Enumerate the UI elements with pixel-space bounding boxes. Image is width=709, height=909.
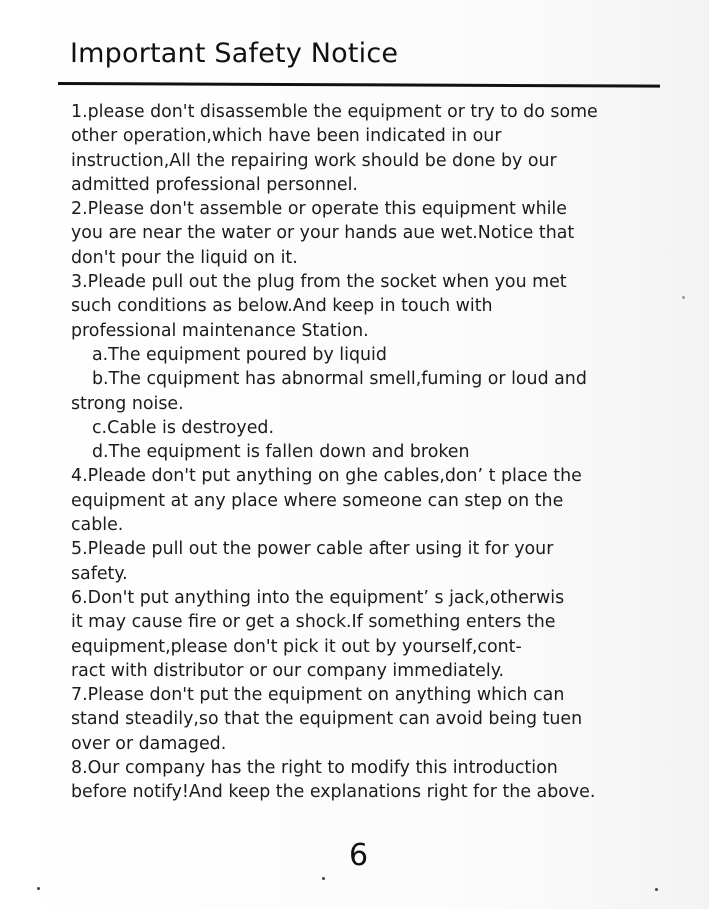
notice-line-2: other operation,which have been indicated in our (71, 126, 502, 147)
notice-subitem-b: b.The cquipment has abnormal smell,fuming or loud and (92, 369, 587, 390)
notice-line-20: safety. (71, 563, 128, 584)
notice-line-29: before notify!And keep the explanations right for the above. (71, 782, 596, 803)
notice-line-9: such conditions as below.And keep in touch with (71, 296, 493, 317)
safety-notice-body (71, 100, 661, 805)
notice-line-23: equipment,please don't pick it out by yourself,cont- (71, 636, 522, 657)
notice-line-21: 6.Don't put anything into the equipment’ s jack,otherwis (71, 587, 565, 608)
scan-speck (655, 888, 658, 891)
notice-subitem-d: d.The equipment is fallen down and broken (92, 442, 470, 463)
notice-line-10: professional maintenance Station. (71, 320, 369, 341)
page-number: 6 (349, 838, 369, 873)
notice-line-18: cable. (71, 515, 124, 536)
scan-speck (682, 296, 685, 299)
page-title: Important Safety Notice (70, 38, 399, 69)
notice-line-22: it may cause fire or get a shock.If something enters the (71, 612, 556, 633)
notice-line-28: 8.Our company has the right to modify this introduction (71, 758, 558, 779)
notice-line-26: stand steadily,so that the equipment can avoid being tuen (71, 709, 583, 730)
notice-line-27: over or damaged. (71, 733, 227, 754)
scan-speck (322, 877, 325, 880)
notice-subitem-c: c.Cable is destroyed. (92, 417, 274, 438)
notice-line-3: instruction,All the repairing work should be done by our (71, 150, 557, 171)
notice-line-13: strong noise. (71, 393, 184, 414)
notice-line-4: admitted professional personnel. (71, 174, 358, 195)
notice-subitem-a: a.The equipment poured by liquid (92, 344, 387, 365)
notice-line-5: 2.Please don't assemble or operate this equipment while (71, 199, 567, 220)
notice-line-7: don't pour the liquid on it. (71, 247, 298, 268)
scan-speck (37, 887, 40, 890)
notice-line-24: ract with distributor or our company immediately. (71, 660, 505, 681)
notice-line-8: 3.Pleade pull out the plug from the socket when you met (71, 272, 567, 293)
notice-line-17: equipment at any place where someone can step on the (71, 490, 564, 511)
notice-line-25: 7.Please don't put the equipment on anything which can (71, 685, 565, 706)
notice-line-1: 1.please don't disassemble the equipment or try to do some (71, 102, 598, 122)
notice-line-6: you are near the water or your hands aue wet.Notice that (71, 223, 575, 244)
notice-line-16: 4.Pleade don't put anything on ghe cables,don’ t place the (71, 466, 582, 487)
title-underline (58, 82, 660, 88)
notice-line-19: 5.Pleade pull out the power cable after using it for your (71, 539, 554, 560)
